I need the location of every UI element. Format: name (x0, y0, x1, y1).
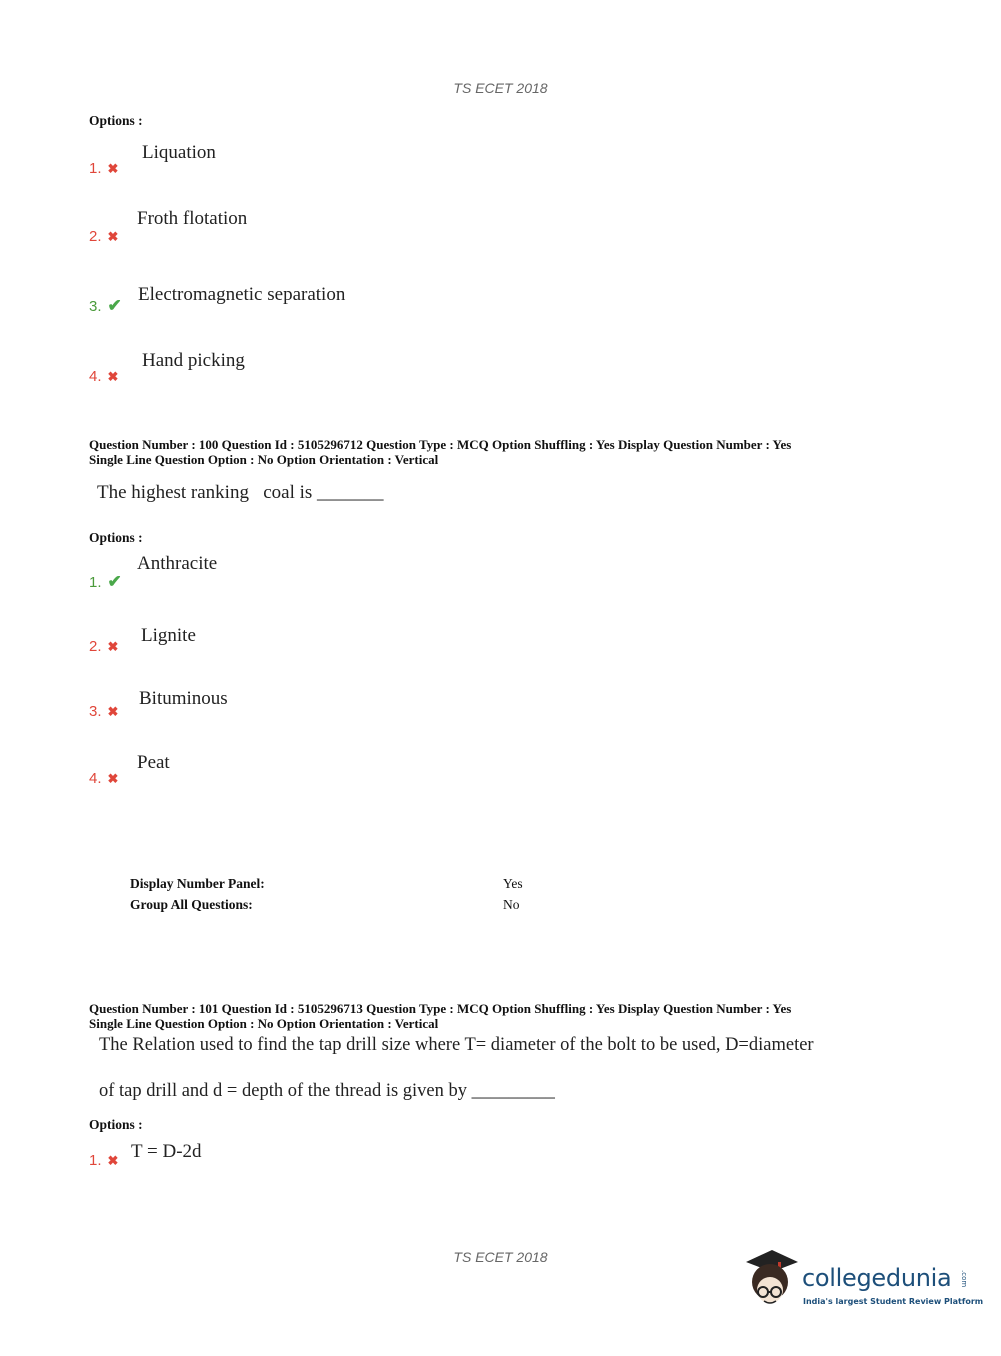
cross-icon: ✖ (107, 229, 119, 244)
question-text-line1: The Relation used to find the tap drill size where T= diameter of the bolt to be used, D=diameter (99, 1035, 814, 1055)
page-header: TS ECET 2018 (453, 80, 548, 96)
question-meta-line1: Question Number : 101 Question Id : 5105296713 Question Type : MCQ Option Shuffling : Yes Display Question Number : Yes (89, 1001, 792, 1016)
options-label: Options : (89, 113, 143, 128)
question-text-line2: of tap drill and d = depth of the thread is given by _________ (99, 1081, 555, 1101)
logo-tagline: India's largest Student Review Platform (803, 1297, 984, 1306)
option-row (89, 296, 122, 316)
group-all-questions-label: Group All Questions: (130, 897, 253, 912)
group-all-questions-value: No (503, 897, 520, 912)
cross-icon: ✖ (107, 639, 119, 654)
option-number: 4. (89, 368, 102, 385)
logo-suffix: .com (960, 1270, 968, 1288)
option-text: Lignite (141, 625, 196, 646)
option-row (89, 770, 118, 788)
question-meta-line1: Question Number : 100 Question Id : 5105296712 Question Type : MCQ Option Shuffling : Yes Display Question Number : Yes (89, 437, 792, 452)
option-text: Froth flotation (137, 208, 248, 229)
option-row (89, 368, 118, 386)
option-text: Bituminous (139, 688, 228, 709)
option-row (89, 703, 118, 721)
question-meta-line2: Single Line Question Option : No Option Orientation : Vertical (89, 452, 439, 467)
cross-icon: ✖ (107, 771, 119, 786)
option-number: 1. (89, 160, 102, 177)
option-number: 2. (89, 228, 102, 245)
option-number: 2. (89, 638, 102, 655)
display-number-panel-value: Yes (503, 876, 523, 891)
check-icon: ✔ (107, 572, 122, 591)
option-row (89, 1152, 118, 1170)
cross-icon: ✖ (107, 704, 119, 719)
option-text: Anthracite (137, 553, 218, 574)
option-row (89, 160, 118, 178)
option-number: 3. (89, 298, 102, 315)
option-text: Peat (137, 752, 170, 773)
page-footer: TS ECET 2018 (453, 1249, 548, 1265)
option-row (89, 638, 118, 656)
cross-icon: ✖ (107, 161, 119, 176)
option-text: T = D-2d (131, 1141, 202, 1162)
options-label: Options : (89, 1117, 143, 1132)
display-number-panel-label: Display Number Panel: (130, 876, 265, 891)
cross-icon: ✖ (107, 1153, 119, 1168)
option-row (89, 572, 122, 592)
option-text: Liquation (142, 142, 216, 163)
logo-text: collegedunia (802, 1264, 952, 1292)
option-text: Hand picking (142, 350, 245, 371)
option-number: 3. (89, 703, 102, 720)
question-meta-line2: Single Line Question Option : No Option Orientation : Vertical (89, 1016, 439, 1031)
option-number: 1. (89, 574, 102, 591)
question-text: The highest ranking coal is _______ (97, 482, 384, 503)
cross-icon: ✖ (107, 369, 119, 384)
option-number: 1. (89, 1152, 102, 1169)
collegedunia-logo (742, 1248, 984, 1318)
option-text: Electromagnetic separation (138, 284, 346, 305)
option-number: 4. (89, 770, 102, 787)
mascot-icon (742, 1248, 802, 1318)
check-icon: ✔ (107, 296, 122, 315)
option-row (89, 228, 118, 246)
options-label: Options : (89, 530, 143, 545)
